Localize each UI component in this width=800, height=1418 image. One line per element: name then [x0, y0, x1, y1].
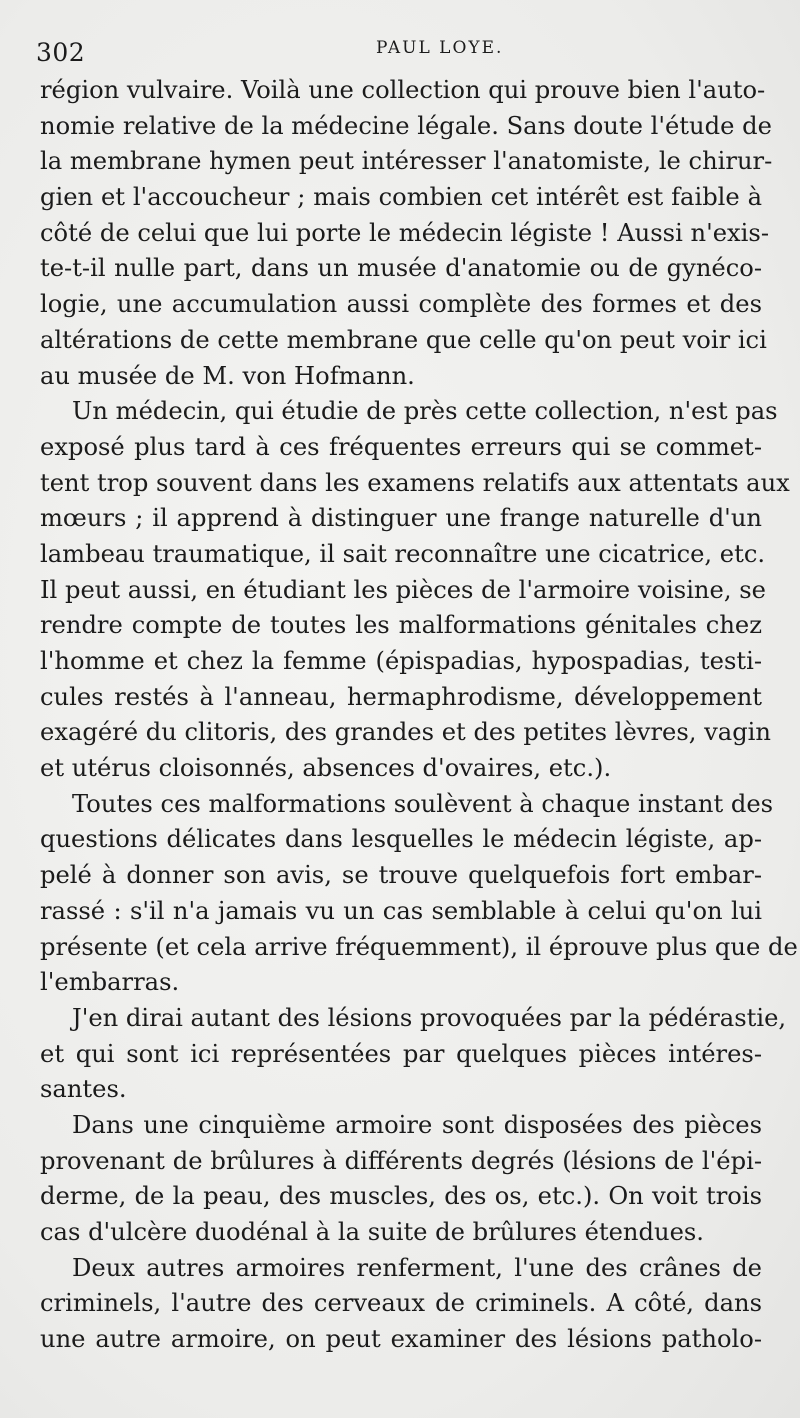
text-line: et utérus cloisonnés, absences d'ovaires, etc.). [40, 754, 612, 783]
text-line: Deux autres armoires renferment, l'une des crânes de [72, 1253, 762, 1282]
text-line: l'homme et chez la femme (épispadias, hypospadias, testi- [40, 647, 762, 675]
text-line: logie, une accumulation aussi complète des formes et des [40, 290, 762, 319]
text-line: exposé plus tard à ces fréquentes erreurs qui se commet- [40, 432, 762, 461]
text-line: tent trop souvent dans les examens relatifs aux attentats aux [40, 468, 790, 497]
text-line: J'en dirai autant des lésions provoquées par la pédérastie, [72, 1003, 787, 1032]
text-line: questions délicates dans lesquelles le médecin légiste, ap- [40, 825, 762, 854]
text-line: santes. [40, 1075, 127, 1104]
text-line: derme, de la peau, des muscles, des os, etc.). On voit trois [40, 1182, 762, 1211]
text-line: l'embarras. [40, 968, 180, 997]
text-line: côté de celui que lui porte le médecin légiste ! Aussi n'exis- [40, 218, 769, 247]
text-line: mœurs ; il apprend à distinguer une frange naturelle d'un [40, 504, 762, 533]
text-line: rendre compte de toutes les malformations génitales chez [40, 611, 762, 640]
text-line: cules restés à l'anneau, hermaphrodisme, développement [40, 682, 762, 711]
text-line: exagéré du clitoris, des grandes et des petites lèvres, vagin [40, 718, 771, 747]
page-number: 302 [36, 38, 86, 67]
text-line: une autre armoire, on peut examiner des lésions patholo- [40, 1325, 762, 1354]
text-line: la membrane hymen peut intéresser l'anatomiste, le chirur- [40, 147, 773, 176]
text-line: Dans une cinquième armoire sont disposées des pièces [72, 1110, 762, 1139]
text-line: gien et l'accoucheur ; mais combien cet intérêt est faible à [40, 183, 762, 212]
text-line: région vulvaire. Voilà une collection qui prouve bien l'auto- [40, 76, 766, 104]
text-line: Un médecin, qui étudie de près cette collection, n'est pas [72, 397, 778, 426]
text-line: Il peut aussi, en étudiant les pièces de l'armoire voisine, se [40, 575, 766, 604]
text-line: lambeau traumatique, il sait reconnaître une cicatrice, etc. [40, 539, 766, 568]
text-line: criminels, l'autre des cerveaux de criminels. A côté, dans [40, 1289, 762, 1318]
text-line: Toutes ces malformations soulèvent à chaque instant des [72, 789, 774, 818]
text-line: et qui sont ici représentées par quelques pièces intéres- [40, 1039, 762, 1068]
text-line: rassé : s'il n'a jamais vu un cas semblable à celui qu'on lui [40, 896, 762, 925]
running-head: PAUL LOYE. [376, 38, 504, 58]
text-line: provenant de brûlures à différents degrés (lésions de l'épi- [40, 1146, 762, 1175]
text-line: te-t-il nulle part, dans un musée d'anatomie ou de gynéco- [40, 254, 762, 283]
text-line: pelé à donner son avis, se trouve quelquefois fort embar- [40, 861, 762, 890]
text-line: au musée de M. von Hofmann. [40, 361, 415, 390]
text-line: altérations de cette membrane que celle qu'on peut voir ici [40, 325, 767, 354]
text-line: nomie relative de la médecine légale. Sans doute l'étude de [40, 111, 772, 140]
text-line: présente (et cela arrive fréquemment), il éprouve plus que de [40, 932, 798, 961]
page-header [36, 30, 766, 70]
text-line: cas d'ulcère duodénal à la suite de brûlures étendues. [40, 1218, 704, 1246]
body-text [40, 73, 798, 1358]
